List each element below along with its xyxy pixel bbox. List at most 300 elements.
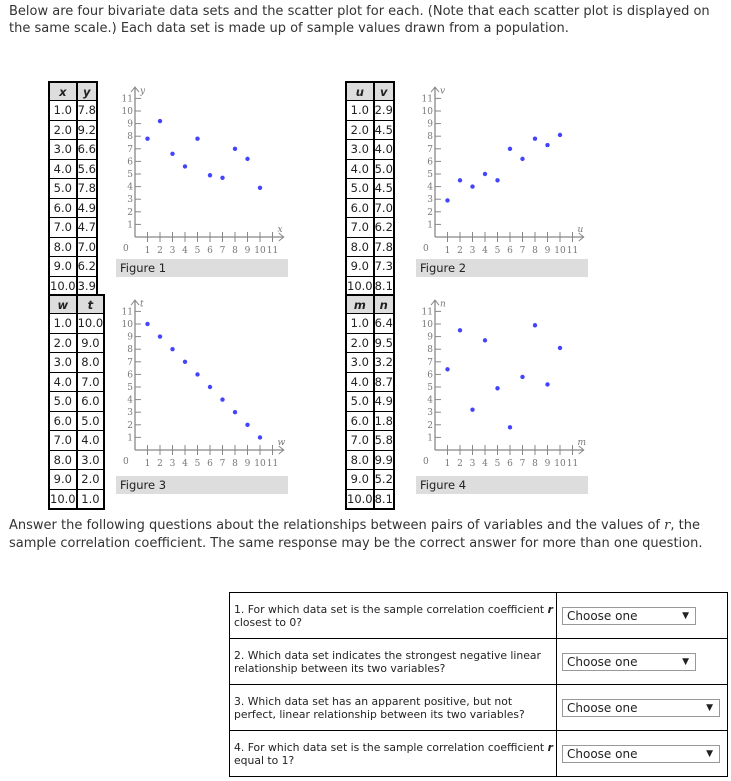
- y-tick-label: 11: [421, 307, 433, 318]
- table-cell: 10.0: [346, 489, 374, 509]
- table-cell: 4.0: [49, 159, 77, 179]
- y-tick-label: 10: [421, 107, 433, 117]
- table-cell: 4.0: [346, 372, 374, 392]
- table-cell: 8.0: [49, 450, 77, 470]
- question-text: 4. For which data set is the sample correlation coefficient r equal to 1?: [230, 731, 557, 777]
- y-tick-label: 11: [421, 94, 433, 105]
- table-cell: 1.0: [49, 101, 77, 121]
- data-point: [533, 137, 537, 141]
- answer-dropdown-3[interactable]: [562, 699, 720, 717]
- question-row-2: [230, 639, 728, 685]
- table-cell: 7.0: [49, 431, 77, 451]
- x-tick-label: 8: [532, 459, 538, 469]
- table-cell: 5.0: [346, 179, 374, 199]
- table-cell: 1.0: [346, 101, 374, 121]
- y-tick-label: 5: [427, 383, 433, 393]
- chevron-down-icon: ▼: [706, 702, 713, 713]
- answer-dropdown-1[interactable]: [562, 607, 696, 625]
- y-tick-label: 7: [127, 144, 133, 155]
- data-point: [183, 360, 187, 364]
- table-row: [49, 198, 97, 218]
- y-tick-label: 4: [127, 182, 133, 193]
- table-row: [49, 101, 97, 121]
- x-tick-label: 1: [144, 246, 151, 256]
- x-tick-label: 10: [254, 246, 266, 256]
- chevron-down-icon: ▼: [682, 656, 689, 667]
- x-axis-label: m: [577, 438, 587, 448]
- table-row: [49, 489, 104, 509]
- table-row: [49, 237, 97, 257]
- table-row: [49, 333, 104, 353]
- table-cell: 9.5: [374, 333, 394, 353]
- data-point: [445, 198, 449, 202]
- y-tick-label: 10: [121, 320, 133, 330]
- column-header: y: [77, 82, 97, 101]
- data-point: [145, 137, 149, 141]
- origin-label: 0: [423, 244, 429, 254]
- table-row: [346, 392, 394, 412]
- table-cell: 7.8: [374, 237, 394, 257]
- y-tick-label: 4: [127, 395, 133, 406]
- table-cell: 6.6: [77, 140, 97, 160]
- table-cell: 9.2: [77, 120, 97, 140]
- x-tick-label: 7: [219, 246, 226, 256]
- table-cell: 1.0: [346, 314, 374, 334]
- table-cell: 9.9: [374, 450, 394, 470]
- table-cell: 8.7: [374, 372, 394, 392]
- x-tick-label: 3: [469, 459, 476, 469]
- table-cell: 8.0: [346, 450, 374, 470]
- data-point: [245, 157, 249, 161]
- x-tick-label: 3: [169, 246, 176, 256]
- data-point: [520, 157, 524, 161]
- table-cell: 7.0: [49, 218, 77, 238]
- table-cell: 8.1: [374, 489, 394, 509]
- column-header: w: [49, 295, 77, 314]
- scatter-plot-1: [110, 82, 290, 257]
- question-text: 3. Which data set has an apparent positive, but not perfect, linear relationship between its two variables?: [230, 685, 557, 731]
- column-header: x: [49, 82, 77, 101]
- table-cell: 8.0: [346, 237, 374, 257]
- table-cell: 6.0: [49, 198, 77, 218]
- table-cell: 5.0: [49, 392, 77, 412]
- table-row: [49, 411, 104, 431]
- scatter-plot-3: [110, 295, 290, 470]
- x-tick-label: 4: [482, 246, 488, 256]
- table-cell: 8.1: [374, 276, 394, 296]
- data-point: [208, 385, 212, 389]
- table-cell: 8.0: [77, 353, 105, 373]
- y-tick-label: 7: [427, 144, 433, 155]
- x-tick-label: 5: [194, 459, 201, 469]
- y-tick-label: 1: [427, 433, 433, 444]
- question-row-4: [230, 731, 728, 777]
- question-row-3: [230, 685, 728, 731]
- table-cell: 2.0: [77, 470, 105, 490]
- table-cell: 3.0: [77, 450, 105, 470]
- y-tick-label: 9: [427, 332, 433, 343]
- y-tick-label: 8: [127, 345, 133, 356]
- data-point: [545, 143, 549, 147]
- r-symbol: r: [547, 740, 553, 754]
- table-row: [346, 372, 394, 392]
- x-tick-label: 6: [507, 459, 513, 469]
- data-point: [258, 435, 262, 439]
- table-cell: 3.2: [374, 353, 394, 373]
- origin-label: 0: [123, 457, 129, 467]
- table-cell: 5.0: [346, 392, 374, 412]
- y-tick-label: 5: [427, 170, 433, 180]
- y-tick-label: 9: [427, 119, 433, 130]
- data-point: [220, 397, 224, 401]
- x-tick-label: 2: [157, 459, 163, 469]
- data-point: [470, 407, 474, 411]
- dropdown-value: Choose one: [567, 746, 638, 761]
- x-tick-label: 10: [554, 246, 566, 256]
- data-point: [533, 323, 537, 327]
- r-symbol: r: [664, 518, 671, 533]
- table-cell: 1.0: [49, 314, 77, 334]
- x-tick-label: 5: [494, 246, 501, 256]
- y-tick-label: 8: [427, 132, 433, 143]
- x-tick-label: 4: [482, 459, 488, 469]
- y-tick-label: 9: [127, 332, 133, 343]
- data-table-2: [345, 81, 395, 297]
- data-point: [158, 334, 162, 338]
- chevron-down-icon: ▼: [706, 748, 713, 759]
- figure-caption-4: Figure 4: [416, 476, 588, 494]
- table-row: [346, 101, 394, 121]
- table-cell: 9.0: [49, 470, 77, 490]
- x-tick-label: 11: [566, 459, 579, 469]
- table-cell: 1.0: [77, 489, 105, 509]
- table-row: [346, 314, 394, 334]
- table-cell: 2.0: [346, 333, 374, 353]
- y-axis-label: n: [440, 299, 446, 310]
- table-cell: 2.0: [49, 120, 77, 140]
- y-tick-label: 6: [127, 157, 133, 168]
- data-point: [195, 372, 199, 376]
- table-row: [49, 470, 104, 490]
- y-tick-label: 4: [427, 182, 433, 193]
- x-tick-label: 9: [244, 246, 251, 256]
- column-header: n: [374, 295, 394, 314]
- table-cell: 9.0: [346, 470, 374, 490]
- y-tick-label: 3: [127, 408, 133, 419]
- table-cell: 5.0: [49, 179, 77, 199]
- y-tick-label: 3: [427, 195, 433, 206]
- scatter-plot-2: [410, 82, 590, 257]
- table-cell: 7.8: [77, 179, 97, 199]
- table-cell: 10.0: [346, 276, 374, 296]
- question-text: 2. Which data set indicates the strongest negative linear relationship between its two variables?: [230, 639, 557, 685]
- x-tick-label: 9: [244, 459, 251, 469]
- table-cell: 6.0: [346, 198, 374, 218]
- data-point: [508, 425, 512, 429]
- data-point: [208, 173, 212, 177]
- y-tick-label: 5: [127, 170, 133, 180]
- y-tick-label: 1: [127, 433, 133, 444]
- data-point: [170, 152, 174, 156]
- data-point: [445, 367, 449, 371]
- x-tick-label: 2: [157, 246, 163, 256]
- table-cell: 3.0: [49, 140, 77, 160]
- data-point: [233, 410, 237, 414]
- table-cell: 5.8: [374, 431, 394, 451]
- table-cell: 3.9: [77, 276, 97, 296]
- data-point: [458, 328, 462, 332]
- table-cell: 5.0: [374, 159, 394, 179]
- x-tick-label: 6: [207, 459, 213, 469]
- table-cell: 7.8: [77, 101, 97, 121]
- answer-dropdown-4[interactable]: [562, 745, 720, 763]
- table-row: [49, 140, 97, 160]
- table-row: [346, 431, 394, 451]
- table-cell: 7.3: [374, 257, 394, 277]
- y-axis-label: y: [140, 86, 146, 97]
- y-tick-label: 5: [127, 383, 133, 393]
- table-cell: 4.9: [374, 392, 394, 412]
- question-text: 1. For which data set is the sample correlation coefficient r closest to 0?: [230, 593, 557, 639]
- data-point: [495, 178, 499, 182]
- y-tick-label: 8: [127, 132, 133, 143]
- origin-label: 0: [123, 244, 129, 254]
- x-tick-label: 3: [169, 459, 176, 469]
- table-cell: 6.0: [49, 411, 77, 431]
- column-header: u: [346, 82, 374, 101]
- table-cell: 5.0: [77, 411, 105, 431]
- column-header: m: [346, 295, 374, 314]
- table-row: [346, 120, 394, 140]
- x-axis-label: w: [277, 438, 286, 448]
- table-cell: 6.0: [346, 411, 374, 431]
- table-cell: 6.0: [77, 392, 105, 412]
- table-cell: 10.0: [49, 489, 77, 509]
- table-row: [49, 159, 97, 179]
- table-cell: 10.0: [77, 314, 105, 334]
- table-cell: 6.2: [374, 218, 394, 238]
- table-cell: 2.0: [49, 333, 77, 353]
- data-point: [483, 172, 487, 176]
- y-tick-label: 8: [427, 345, 433, 356]
- data-point: [495, 386, 499, 390]
- figure-caption-1: Figure 1: [116, 259, 288, 277]
- table-cell: 8.0: [49, 237, 77, 257]
- intro-text: Below are four bivariate data sets and the scatter plot for each. (Note that each scatter plot is displayed on the same scale.) Each data set is made up of sample values drawn from a population.: [9, 4, 710, 36]
- table-row: [346, 140, 394, 160]
- table-row: [346, 411, 394, 431]
- y-tick-label: 6: [427, 157, 433, 168]
- table-cell: 4.0: [77, 431, 105, 451]
- x-tick-label: 5: [194, 246, 201, 256]
- data-point: [158, 119, 162, 123]
- x-tick-label: 10: [554, 459, 566, 469]
- table-cell: 2.9: [374, 101, 394, 121]
- table-cell: 10.0: [49, 276, 77, 296]
- y-tick-label: 2: [127, 420, 133, 431]
- scatter-plot-4: [410, 295, 590, 470]
- table-cell: 3.0: [346, 353, 374, 373]
- table-row: [49, 276, 97, 296]
- x-tick-label: 8: [532, 246, 538, 256]
- y-tick-label: 10: [121, 107, 133, 117]
- table-row: [346, 333, 394, 353]
- table-cell: 5.2: [374, 470, 394, 490]
- x-tick-label: 9: [544, 459, 551, 469]
- table-cell: 7.0: [346, 431, 374, 451]
- table-row: [49, 120, 97, 140]
- dropdown-value: Choose one: [567, 654, 638, 669]
- y-tick-label: 11: [121, 94, 133, 105]
- x-tick-label: 6: [507, 246, 513, 256]
- table-cell: 4.0: [49, 372, 77, 392]
- x-tick-label: 9: [544, 246, 551, 256]
- data-point: [183, 164, 187, 168]
- table-row: [49, 179, 97, 199]
- data-point: [470, 184, 474, 188]
- y-tick-label: 2: [127, 207, 133, 218]
- table-row: [346, 450, 394, 470]
- y-tick-label: 11: [121, 307, 133, 318]
- column-header: t: [77, 295, 105, 314]
- y-tick-label: 2: [427, 420, 433, 431]
- y-tick-label: 3: [427, 408, 433, 419]
- column-header: v: [374, 82, 394, 101]
- table-row: [49, 314, 104, 334]
- table-cell: 3.0: [49, 353, 77, 373]
- table-cell: 7.0: [374, 198, 394, 218]
- r-symbol: r: [547, 602, 553, 616]
- table-cell: 3.0: [346, 140, 374, 160]
- table-row: [49, 257, 97, 277]
- chevron-down-icon: ▼: [682, 610, 689, 621]
- x-axis-label: u: [577, 225, 584, 235]
- table-row: [49, 431, 104, 451]
- table-row: [346, 470, 394, 490]
- data-point: [458, 178, 462, 182]
- table-cell: 5.6: [77, 159, 97, 179]
- data-table-4: [345, 294, 395, 510]
- x-tick-label: 7: [219, 459, 226, 469]
- questions-intro: Answer the following questions about the relationships between pairs of variables and the values of r, the sample correlation coefficient. The same response may be the correct answer for more than one question.: [9, 518, 703, 551]
- table-row: [346, 237, 394, 257]
- answer-dropdown-2[interactable]: [562, 653, 696, 671]
- data-point: [233, 147, 237, 151]
- x-tick-label: 4: [182, 459, 188, 469]
- table-row: [346, 159, 394, 179]
- figure-caption-3: Figure 3: [116, 476, 288, 494]
- x-tick-label: 4: [182, 246, 188, 256]
- table-row: [346, 489, 394, 509]
- x-tick-label: 11: [266, 246, 279, 256]
- table-cell: 4.0: [374, 140, 394, 160]
- data-point: [508, 147, 512, 151]
- data-point: [245, 423, 249, 427]
- table-cell: 4.5: [374, 179, 394, 199]
- questions-table: [229, 592, 728, 777]
- table-row: [346, 353, 394, 373]
- y-tick-label: 3: [127, 195, 133, 206]
- table-row: [49, 450, 104, 470]
- data-point: [483, 338, 487, 342]
- table-row: [346, 257, 394, 277]
- data-point: [258, 186, 262, 190]
- table-cell: 9.0: [346, 257, 374, 277]
- x-axis-label: x: [277, 225, 283, 235]
- table-row: [49, 218, 97, 238]
- y-tick-label: 6: [127, 370, 133, 381]
- data-table-1: [48, 81, 98, 297]
- data-point: [558, 346, 562, 350]
- table-row: [49, 392, 104, 412]
- table-cell: 9.0: [77, 333, 105, 353]
- x-tick-label: 11: [266, 459, 279, 469]
- x-tick-label: 1: [444, 459, 451, 469]
- table-cell: 4.5: [374, 120, 394, 140]
- data-point: [145, 322, 149, 326]
- data-point: [520, 375, 524, 379]
- x-tick-label: 3: [469, 246, 476, 256]
- y-axis-label: v: [440, 86, 446, 97]
- y-tick-label: 2: [427, 207, 433, 218]
- table-cell: 7.0: [77, 237, 97, 257]
- y-tick-label: 1: [427, 220, 433, 231]
- table-row: [49, 372, 104, 392]
- y-axis-label: t: [140, 299, 144, 310]
- x-tick-label: 6: [207, 246, 213, 256]
- figure-caption-2: Figure 2: [416, 259, 588, 277]
- table-cell: 7.0: [77, 372, 105, 392]
- x-tick-label: 11: [566, 246, 579, 256]
- x-tick-label: 2: [457, 246, 463, 256]
- table-cell: 6.2: [77, 257, 97, 277]
- data-point: [220, 176, 224, 180]
- table-cell: 1.8: [374, 411, 394, 431]
- x-tick-label: 1: [444, 246, 451, 256]
- y-tick-label: 10: [421, 320, 433, 330]
- table-row: [346, 198, 394, 218]
- x-tick-label: 2: [457, 459, 463, 469]
- table-cell: 4.0: [346, 159, 374, 179]
- dropdown-value: Choose one: [567, 608, 638, 623]
- data-point: [558, 133, 562, 137]
- table-row: [49, 353, 104, 373]
- y-tick-label: 6: [427, 370, 433, 381]
- data-point: [545, 382, 549, 386]
- table-cell: 4.9: [77, 198, 97, 218]
- y-tick-label: 9: [127, 119, 133, 130]
- y-tick-label: 7: [427, 357, 433, 368]
- data-point: [195, 137, 199, 141]
- dropdown-value: Choose one: [567, 700, 638, 715]
- table-cell: 7.0: [346, 218, 374, 238]
- data-table-3: [48, 294, 105, 510]
- y-tick-label: 7: [127, 357, 133, 368]
- table-cell: 2.0: [346, 120, 374, 140]
- x-tick-label: 5: [494, 459, 501, 469]
- x-tick-label: 7: [519, 246, 526, 256]
- table-cell: 6.4: [374, 314, 394, 334]
- x-tick-label: 10: [254, 459, 266, 469]
- table-row: [346, 218, 394, 238]
- table-row: [346, 179, 394, 199]
- x-tick-label: 7: [519, 459, 526, 469]
- table-row: [346, 276, 394, 296]
- origin-label: 0: [423, 457, 429, 467]
- table-cell: 9.0: [49, 257, 77, 277]
- y-tick-label: 1: [127, 220, 133, 231]
- data-point: [170, 347, 174, 351]
